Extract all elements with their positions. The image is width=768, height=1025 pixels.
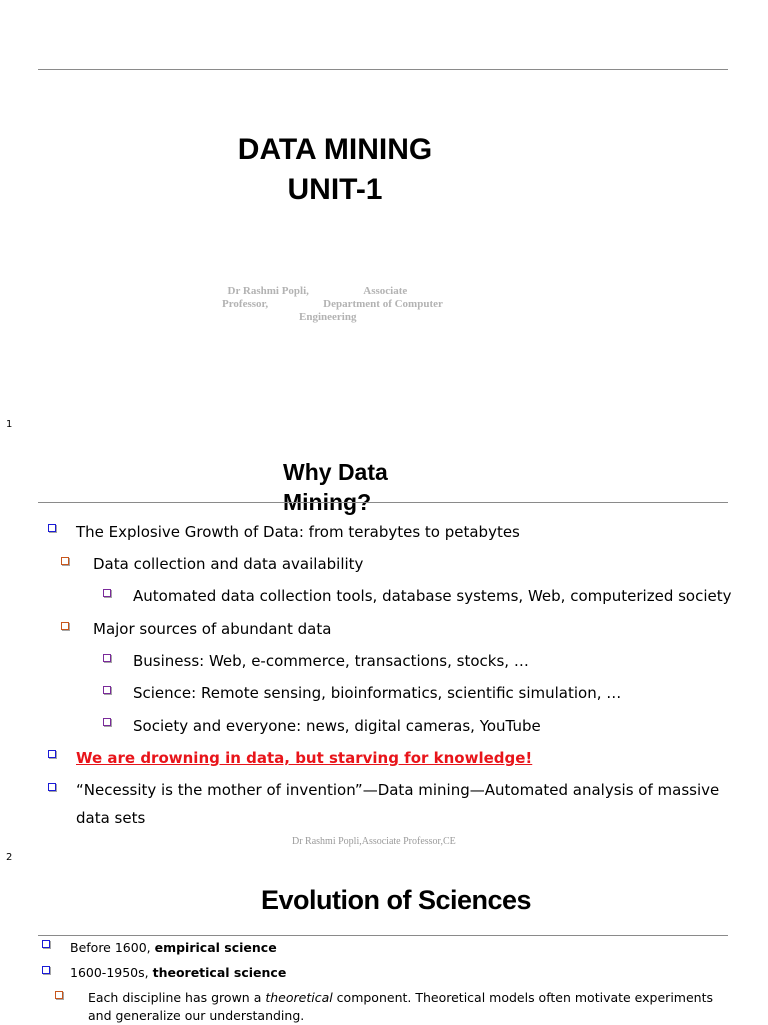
bullet-text-b: component. Theoretical models often motivate experiments: [332, 990, 713, 1005]
slide-footer: Dr Rashmi Popli,Associate Professor,CE: [292, 836, 456, 847]
bullet-text: Society and everyone: news, digital cameras, YouTube: [133, 717, 541, 735]
slide1-top-rule: [38, 69, 728, 70]
bullet-text-continuation: data sets: [76, 809, 146, 827]
bullet-text: [88, 989, 728, 1025]
bullet-text: Major sources of abundant data: [93, 620, 332, 638]
bullet-icon: [103, 686, 111, 694]
title-line-2: UNIT-1: [287, 173, 383, 206]
slide2-heading: Why Data Mining?: [283, 459, 388, 515]
bullet-italic: theoretical: [265, 990, 333, 1005]
bullet-text-line2: and generalize our understanding.: [88, 1008, 305, 1023]
bullet-text-a: Each discipline has grown a: [88, 990, 266, 1005]
bullet-icon: [48, 524, 56, 532]
bullet-icon: [55, 991, 63, 999]
bullet-icon: [48, 750, 56, 758]
bullet-text: [70, 939, 277, 957]
bullet-text: Automated data collection tools, database systems, Web, computerized society: [133, 587, 732, 605]
highlight-quote: We are drowning in data, but starving for knowledge!: [76, 749, 533, 767]
bullet-icon: [48, 783, 56, 791]
bullet-prefix: Before 1600,: [70, 940, 155, 955]
bullet-icon: [103, 718, 111, 726]
bullet-text: Data collection and data availability: [93, 555, 364, 573]
page-number-2: 2: [6, 852, 13, 863]
bullet-icon: [42, 940, 50, 948]
slide3-heading: Evolution of Sciences: [261, 885, 532, 915]
page-number-1: 1: [6, 419, 13, 430]
bullet-prefix: 1600-1950s,: [70, 965, 153, 980]
bullet-text: The Explosive Growth of Data: from terabytes to petabytes: [76, 523, 520, 541]
bullet-icon: [42, 966, 50, 974]
bullet-bold: theoretical science: [152, 965, 287, 980]
bullet-icon: [61, 622, 69, 630]
slide2-rule: [38, 502, 728, 503]
bullet-text: Science: Remote sensing, bioinformatics, scientific simulation, …: [133, 684, 622, 702]
bullet-icon: [103, 589, 111, 597]
slide3-rule: [38, 935, 728, 936]
bullet-icon: [61, 557, 69, 565]
title-line-1: DATA MINING: [237, 133, 433, 166]
bullet-text: [70, 964, 286, 982]
bullet-text: “Necessity is the mother of invention”—Data mining—Automated analysis of massive: [76, 781, 720, 799]
author-credit: Dr Rashmi Popli, Associate Professor, Department of Computer Engineering: [222, 285, 443, 323]
bullet-bold: empirical science: [154, 940, 277, 955]
bullet-text: Business: Web, e-commerce, transactions, stocks, …: [133, 652, 529, 670]
bullet-icon: [103, 654, 111, 662]
slide1-title: [135, 130, 535, 210]
